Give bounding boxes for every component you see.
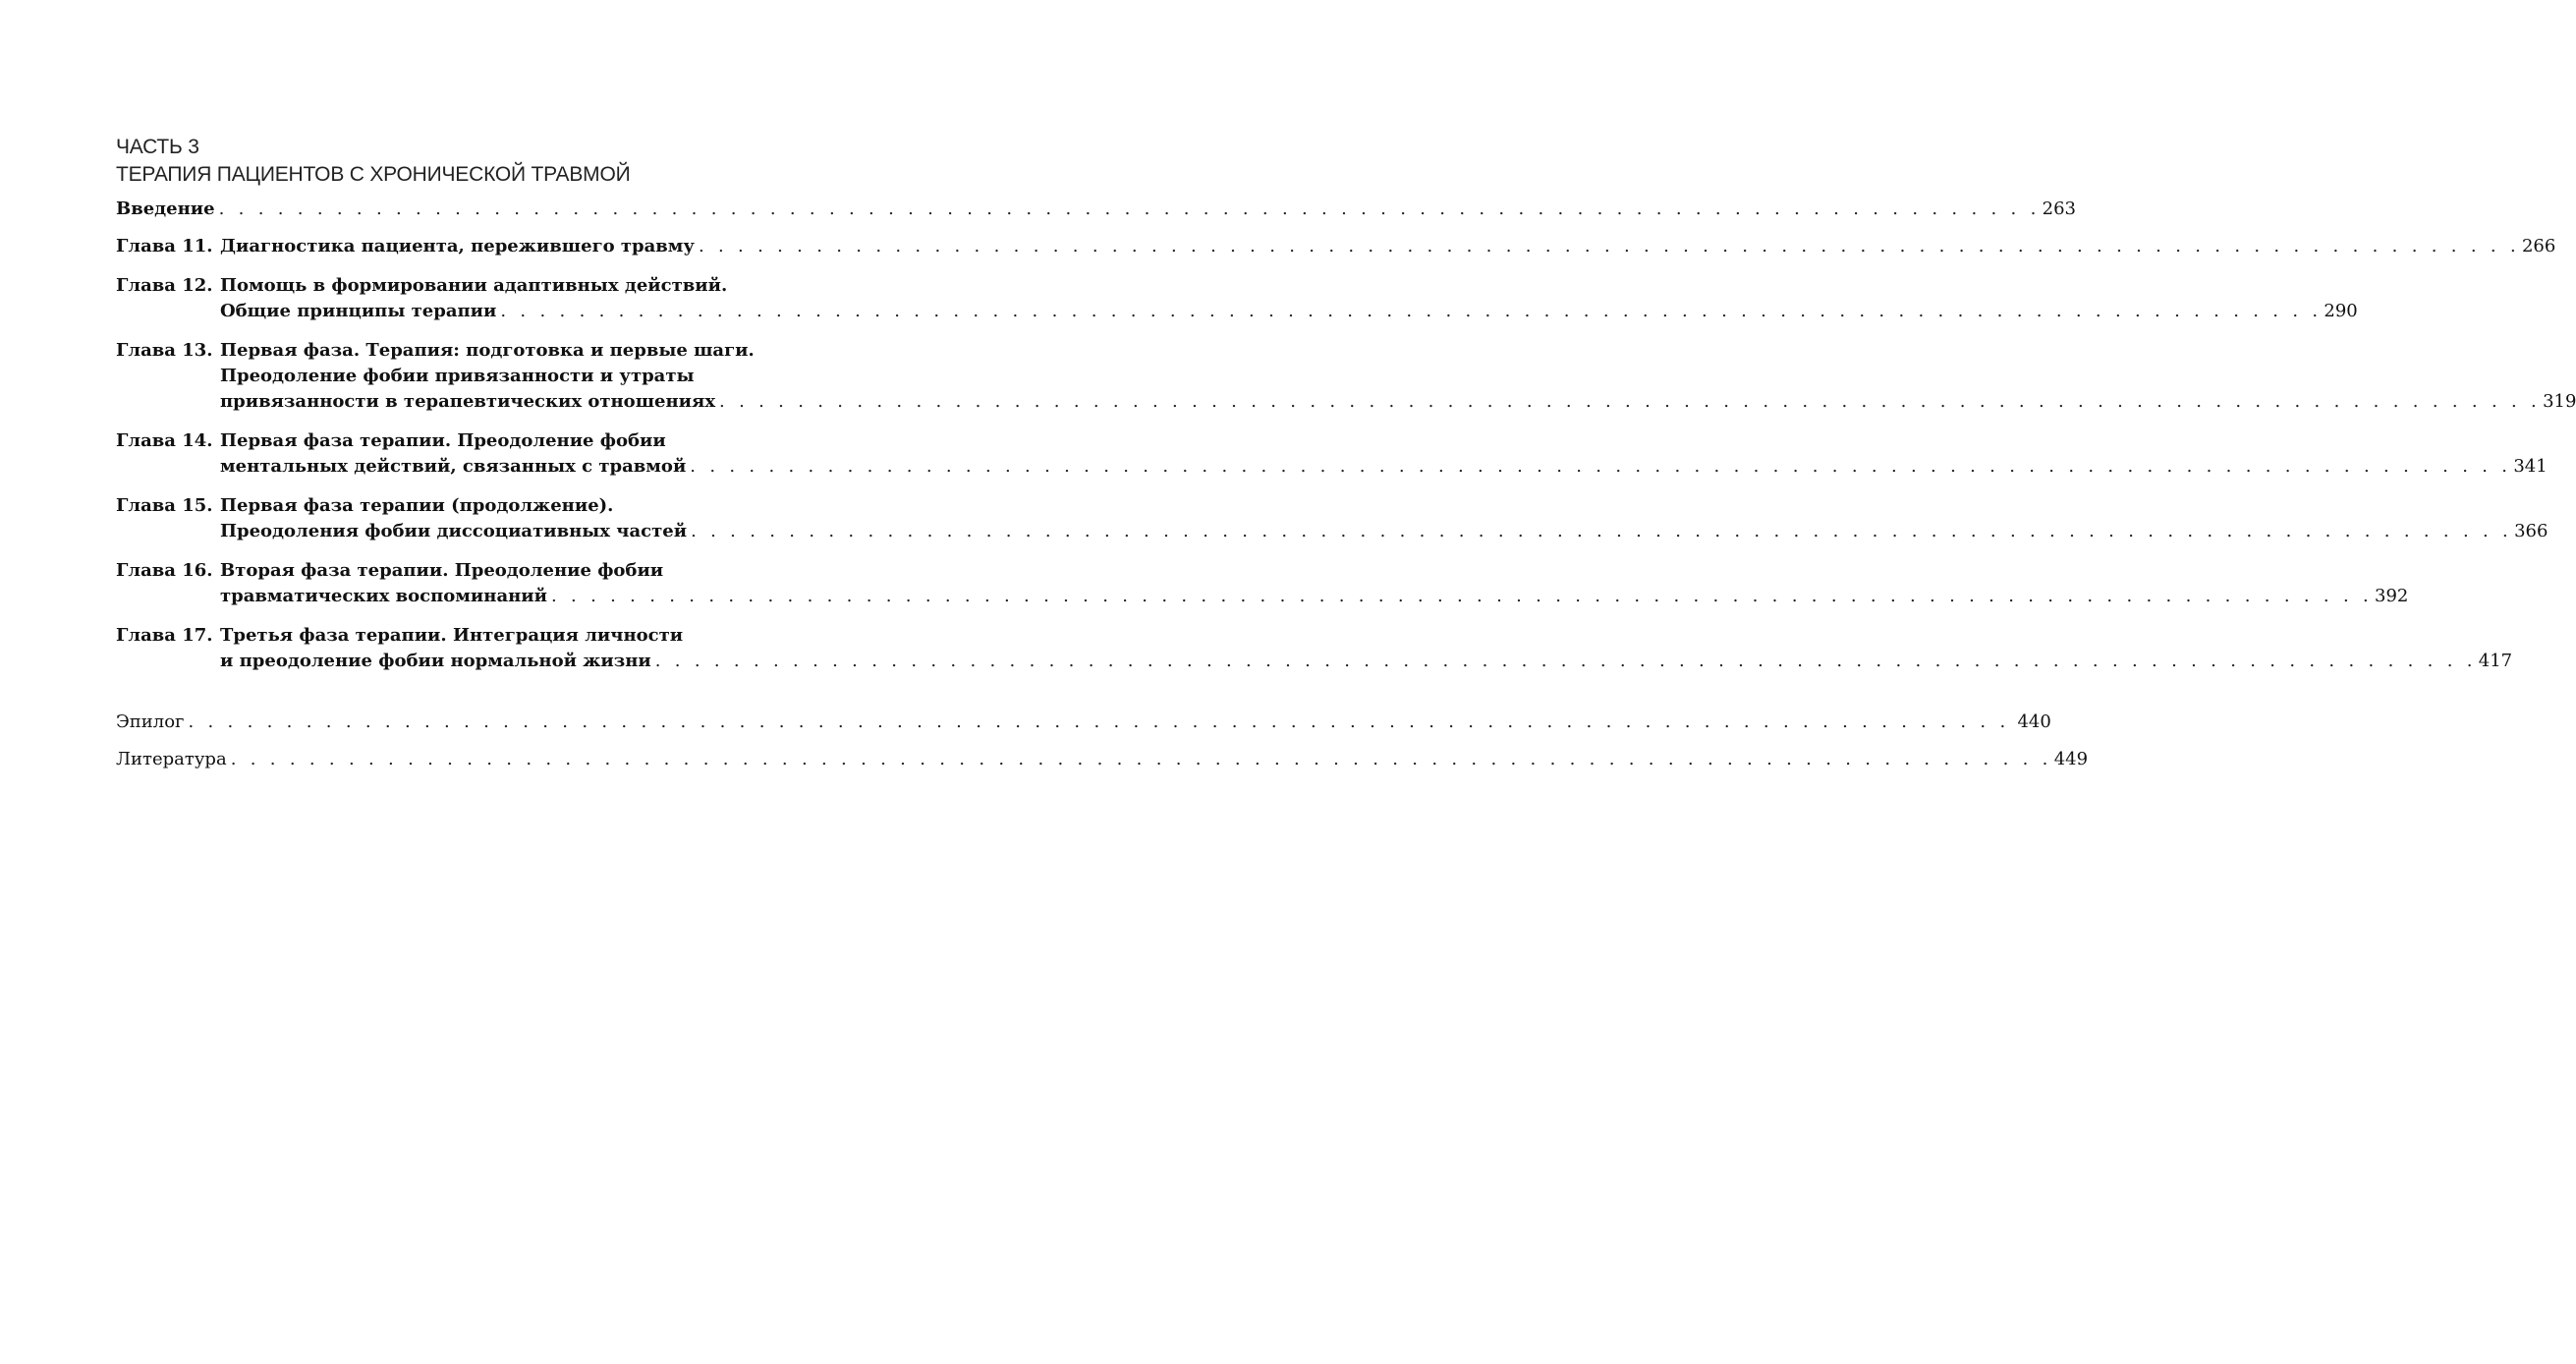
- part-number: ЧАСТЬ 3: [116, 136, 199, 158]
- toc-entry-chapter[interactable]: [116, 558, 2409, 609]
- chapter-title-line: Первая фаза терапии (продолжение).: [220, 495, 614, 516]
- chapter-title-line: Преодоления фобии диссоциативных частей: [220, 521, 688, 541]
- chapter-title-line: Третья фаза терапии. Интеграция личности: [220, 625, 684, 646]
- dot-leader: [690, 454, 2511, 480]
- entry-title: Эпилог: [116, 711, 185, 732]
- toc-entry-epilogue[interactable]: [116, 710, 2051, 735]
- part-title: ТЕРАПИЯ ПАЦИЕНТОВ С ХРОНИЧЕСКОЙ ТРАВМОЙ: [116, 163, 631, 186]
- page-number: 263: [2042, 199, 2076, 219]
- toc-entry-chapter[interactable]: [116, 273, 2358, 324]
- entry-title: Введение: [116, 199, 215, 219]
- chapter-label: Глава 16.: [116, 560, 213, 581]
- chapter-title-line: Вторая фаза терапии. Преодоление фобии: [220, 560, 664, 581]
- page-number: 341: [2513, 456, 2548, 477]
- chapter-list: [116, 234, 2576, 674]
- chapter-title-line: привязанности в терапевтических отношениях: [220, 391, 716, 412]
- page-number: 290: [2324, 301, 2358, 321]
- toc-entry-references[interactable]: [116, 747, 2089, 772]
- page-number: 417: [2478, 651, 2513, 671]
- dot-leader: [551, 584, 2373, 609]
- toc-entry-chapter[interactable]: [116, 234, 2556, 259]
- chapter-label: Глава 14.: [116, 430, 213, 451]
- dot-leader: [655, 649, 2477, 674]
- dot-leader: [699, 234, 2520, 259]
- toc-entry-chapter[interactable]: [116, 338, 2576, 415]
- chapter-label: Глава 15.: [116, 495, 213, 516]
- page-number: 319: [2543, 391, 2576, 412]
- toc-entry-chapter[interactable]: [116, 493, 2548, 544]
- dot-leader: [691, 519, 2512, 544]
- chapter-label: Глава 13.: [116, 340, 213, 361]
- dot-leader: [188, 710, 2009, 735]
- chapter-title-line: и преодоление фобии нормальной жизни: [220, 651, 651, 671]
- page-number: 266: [2521, 236, 2556, 256]
- chapter-title-line: травматических воспоминаний: [220, 586, 547, 606]
- page-number: 366: [2514, 521, 2548, 541]
- chapter-title-line: Первая фаза. Терапия: подготовка и первые шаги.: [220, 340, 755, 361]
- chapter-title-line: Помощь в формировании адаптивных действий.: [220, 275, 728, 296]
- table-of-contents: [116, 197, 2576, 772]
- chapter-label: Глава 17.: [116, 625, 213, 646]
- toc-entry-chapter[interactable]: [116, 623, 2513, 674]
- dot-leader: [231, 747, 2052, 772]
- page-number: 392: [2375, 586, 2409, 606]
- dot-leader: [500, 299, 2322, 324]
- chapter-title-line: Диагностика пациента, пережившего травму: [220, 236, 695, 256]
- chapter-title-line: Общие принципы терапии: [220, 301, 497, 321]
- chapter-title-line: ментальных действий, связанных с травмой: [220, 456, 687, 477]
- chapter-title-line: Преодоление фобии привязанности и утраты: [220, 366, 695, 386]
- page-number: 440: [2017, 711, 2051, 732]
- page-number: 449: [2053, 749, 2089, 769]
- chapter-title-line: Первая фаза терапии. Преодоление фобии: [220, 430, 666, 451]
- part-header: [116, 134, 867, 189]
- toc-entry-chapter[interactable]: [116, 428, 2548, 480]
- entry-title: Литература: [116, 749, 227, 769]
- toc-page: [116, 134, 2576, 786]
- toc-entry-intro[interactable]: [116, 197, 2076, 222]
- chapter-label: Глава 11.: [116, 236, 213, 256]
- chapter-label: Глава 12.: [116, 275, 213, 296]
- dot-leader: [719, 389, 2541, 415]
- dot-leader: [219, 197, 2041, 222]
